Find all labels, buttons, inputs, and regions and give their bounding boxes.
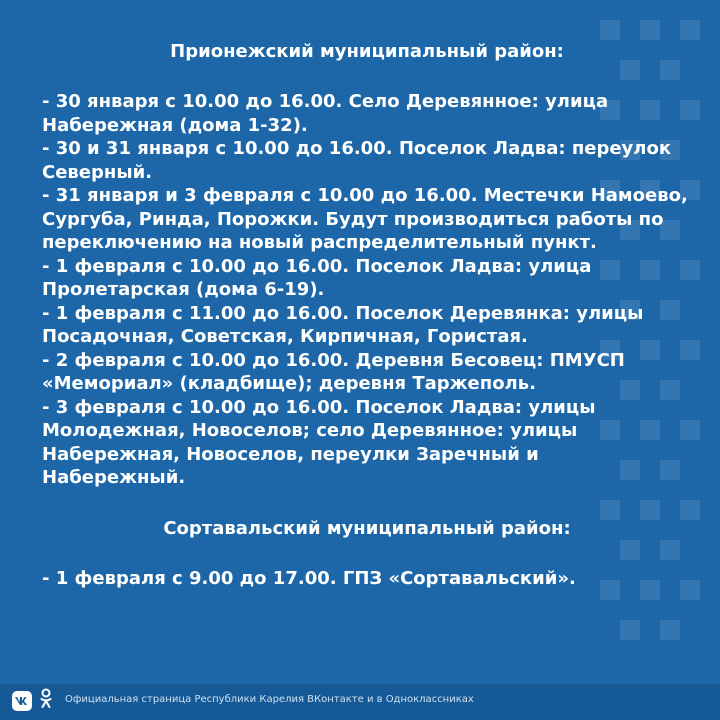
outage-list-sortavalsky [42,567,692,591]
list-line: Набережная (дома 1-32). [42,114,308,136]
list-line: - 1 февраля с 9.00 до 17.00. ГПЗ «Сортавальский». [42,567,576,589]
list-line: Набережный. [42,467,186,488]
social-icons [12,688,52,714]
vk-icon[interactable] [12,691,32,711]
list-line: - 1 февраля с 10.00 до 16.00. Поселок Ладва: улица [42,255,592,277]
list-line: - 1 февраля с 11.00 до 16.00. Поселок Деревянка: улицы [42,302,644,324]
list-line: Набережная, Новоселов, переулки Заречный и [42,443,539,465]
list-line: - 3 февраля с 10.00 до 16.00. Поселок Ладва: улицы [42,396,596,418]
section-title-prionezhsky: Прионежский муниципальный район: [170,41,564,62]
list-line: Северный. [42,161,153,183]
section-sortavalsky [42,517,692,591]
footer [0,684,720,720]
list-line: Посадочная, Советская, Кирпичная, Гористая. [42,326,528,347]
list-line: - 31 января и 3 февраля с 10.00 до 16.00. Местечки Намоево, [42,185,688,206]
list-line: «Мемориал» (кладбище); деревня Таржеполь. [42,373,536,394]
list-line: - 2 февраля с 10.00 до 16.00. Деревня Бесовец: ПМУСП [42,349,625,371]
footer-caption: Официальная страница Республики Карелия ВКонтакте и в Одноклассниках [65,694,474,705]
outage-list-prionezhsky [42,90,692,490]
section-title-sortavalsky: Сортавальский муниципальный район: [163,517,571,539]
list-line: Сургуба, Ринда, Порожки. Будут производиться работы по [42,208,664,230]
list-line: Пролетарская (дома 6-19). [42,279,325,300]
main-content [42,40,692,590]
list-line: - 30 и 31 января с 10.00 до 16.00. Поселок Ладва: переулок [42,138,672,159]
ok-icon[interactable] [40,688,52,714]
list-line: Молодежная, Новоселов; село Деревянное: улицы [42,420,578,441]
list-line: переключению на новый распределительный пункт. [42,232,597,253]
list-line: - 30 января с 10.00 до 16.00. Село Деревянное: улица [42,91,609,112]
